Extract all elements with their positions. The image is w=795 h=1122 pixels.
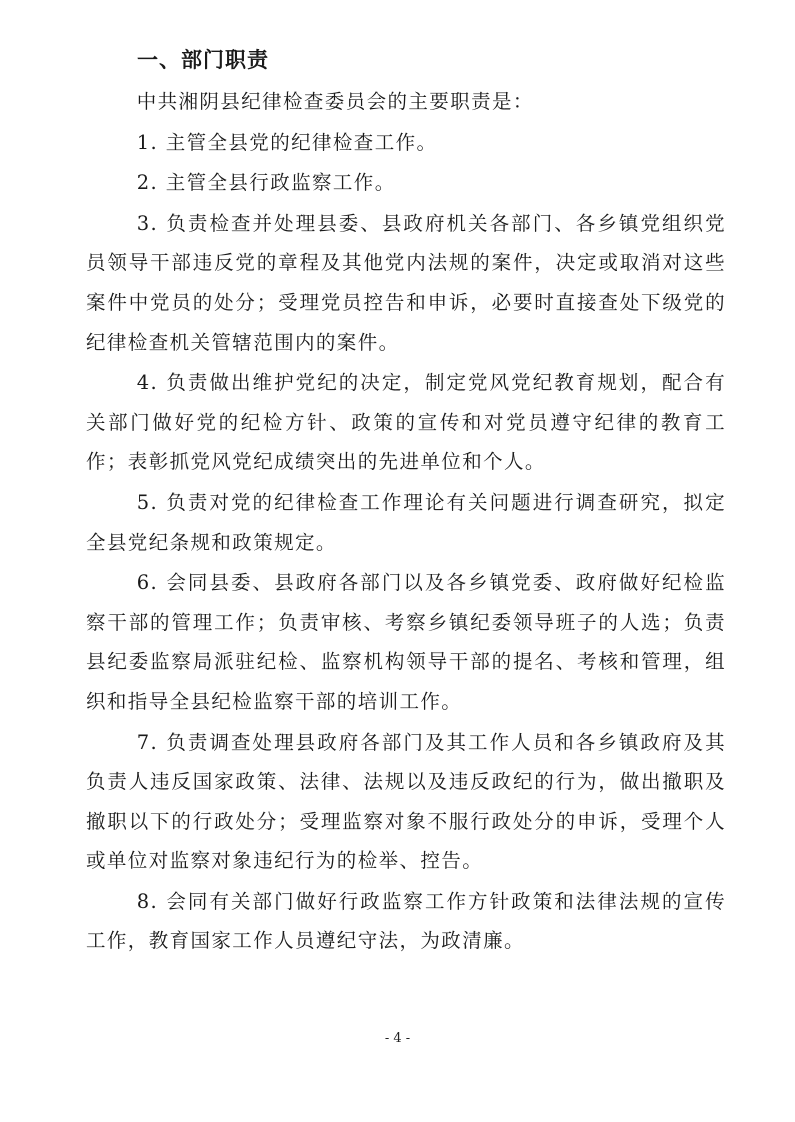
duty-item-4: 4. 负责做出维护党纪的决定，制定党风党纪教育规划，配合有关部门做好党的纪检方针、政策的宣传和对党员遵守纪律的教育工作；表彰抓党风党纪成绩突出的先进单位和个人。 (86, 371, 726, 474)
duty-item-7: 7. 负责调查处理县政府各部门及其工作人员和各乡镇政府及其负责人违反国家政策、法律、法规以及违反政纪的行为，做出撤职及撤职以下的行政处分；受理监察对象不服行政处分的申诉，受理个人或单位对监察对象违纪行为的检举、控告。 (86, 730, 726, 873)
intro-paragraph: 中共湘阴县纪律检查委员会的主要职责是： (136, 90, 534, 113)
duty-item-5: 5. 负责对党的纪律检查工作理论有关问题进行调查研究，拟定全县党纪条规和政策规定。 (86, 490, 726, 554)
duty-item-3: 3. 负责检查并处理县委、县政府机关各部门、各乡镇党组织党员领导干部违反党的章程及其他党内法规的案件，决定或取消对这些案件中党员的处分；受理党员控告和申诉，必要时直接查处下级党的纪律检查机关管辖范围内的案件。 (86, 211, 726, 354)
duty-item-2: 2. 主管全县行政监察工作。 (136, 171, 396, 195)
duty-item-1: 1. 主管全县党的纪律检查工作。 (136, 130, 438, 154)
duty-item-8: 8. 会同有关部门做好行政监察工作方针政策和法律法规的宣传工作，教育国家工作人员遵纪守法，为政清廉。 (86, 889, 726, 953)
page-number: - 4 - (384, 1031, 411, 1046)
section-heading: 一、部门职责 (137, 48, 269, 72)
document-body (86, 82, 726, 961)
duty-item-6: 6. 会同县委、县政府各部门以及各乡镇党委、政府做好纪检监察干部的管理工作；负责审核、考察乡镇纪委领导班子的人选；负责县纪委监察局派驻纪检、监察机构领导干部的提名、考核和管理，组织和指导全县纪检监察干部的培训工作。 (86, 571, 726, 713)
